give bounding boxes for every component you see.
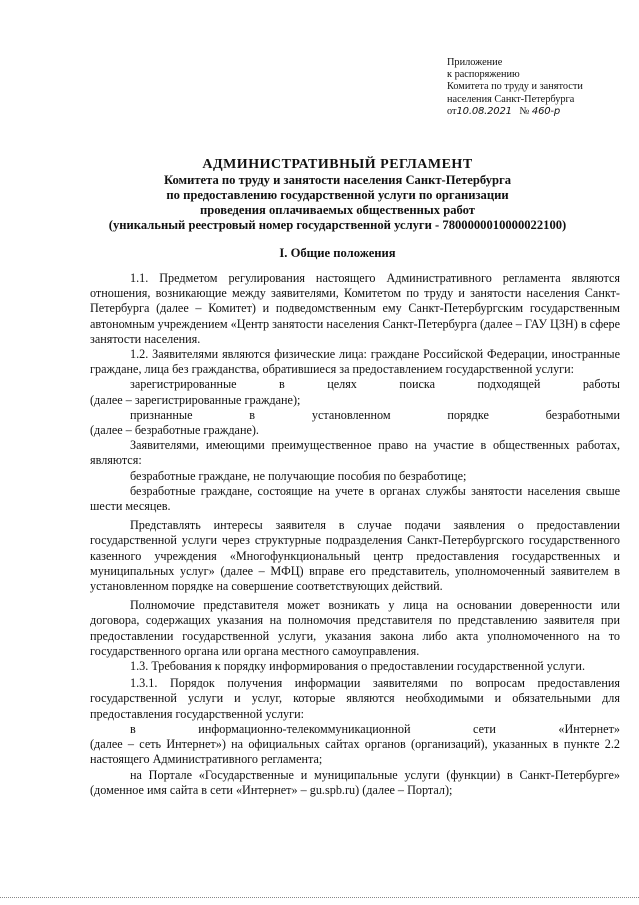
date-prefix: от (447, 105, 457, 117)
paragraph: 1.1. Предметом регулирования настоящего Административного регламента являются отношения, возникающие между заявителями, Комитетом по труду и занятости населения Санкт-Петербурга (далее – Комитет) и подведомственным ему Санкт-Петербургским государственным автономным учреждением «Центр занятости населения Санкт-Петербурга (далее – ГАУ ЦЗН) в сфере занятости населения. (90, 271, 620, 346)
appendix-date-line (447, 106, 633, 118)
appendix-block (447, 57, 633, 118)
title-line: по предоставлению государственной услуги по организации (166, 188, 509, 202)
paragraph: (далее – сеть Интернет») на официальных сайтах органов (организаций), указанных в пункте 2.2 настоящего Административного регламента; (90, 737, 620, 767)
appendix-line: Комитета по труду и занятости (447, 81, 583, 93)
appendix-line: населения Санкт-Петербурга (447, 93, 575, 105)
paragraph: в информационно-телекоммуникационной сети «Интернет» (130, 721, 620, 736)
paragraph: (далее – зарегистрированные граждане); (90, 392, 301, 407)
title-line: Комитета по труду и занятости населения Санкт-Петербурга (163, 173, 512, 187)
document-body (90, 263, 620, 798)
paragraph: на Портале «Государственные и муниципальные услуги (функции) в Санкт-Петербурге» (доменное имя сайта в сети «Интернет» – gu.spb.ru) (далее – Портал); (90, 767, 620, 797)
handwritten-number: 460-р (531, 105, 560, 117)
paragraph: зарегистрированные в целях поиска подходящей работы (130, 377, 620, 392)
paragraph: (далее – безработные граждане). (90, 423, 259, 438)
number-prefix: № (519, 105, 530, 117)
title-main: АДМИНИСТРАТИВНЫЙ РЕГЛАМЕНТ (202, 157, 473, 172)
paragraph: 1.3. Требования к порядку информирования о предоставлении государственной услуги. (130, 659, 585, 674)
paragraph: признанные в установленном порядке безработными (130, 407, 620, 422)
handwritten-date: 10.08.2021 (456, 105, 512, 117)
paragraph: безработные граждане, не получающие пособия по безработице; (130, 468, 467, 483)
paragraph: 1.3.1. Порядок получения информации заявителями по вопросам предоставления государственной услуги и услуг, которые являются необходимыми и обязательными для предоставления государственной услуги: (90, 676, 620, 721)
page-edge-divider (0, 897, 639, 898)
title-line: (уникальный реестровый номер государственной услуги - 7800000010000022100) (108, 218, 567, 232)
paragraph: Полномочие представителя может возникать у лица на основании доверенности или договора, содержащих указания на полномочия представителя по представлению заявителя при предоставлении государственной услуги, указания закона либо акта уполномоченного на то государственного органа или органа местного самоуправления. (90, 598, 620, 658)
paragraph: Представлять интересы заявителя в случае подачи заявления о предоставлении государственной услуги через структурные подразделения Санкт-Петербургского государственного казенного учреждения «Многофункциональный центр предоставления государственных и муниципальных услуг» (далее – МФЦ) вправе его представитель, уполномоченный заявителем в установленном порядке на совершение соответствующих действий. (90, 518, 620, 594)
paragraph: Заявителями, имеющими преимущественное право на участие в общественных работах, являются: (90, 438, 620, 468)
section-heading: I. Общие положения (279, 246, 396, 260)
paragraph: безработные граждане, состоящие на учете в органах службы занятости населения свыше шести месяцев. (90, 483, 620, 514)
appendix-line: Приложение (447, 57, 503, 68)
appendix-line: к распоряжению (447, 69, 520, 81)
paragraph: 1.2. Заявителями являются физические лица: граждане Российской Федерации, иностранные граждане, лица без гражданства, обратившиеся за предоставлением государственной услуги: (90, 347, 620, 377)
document-title (60, 157, 615, 233)
title-line: проведения оплачиваемых общественных работ (200, 203, 475, 217)
